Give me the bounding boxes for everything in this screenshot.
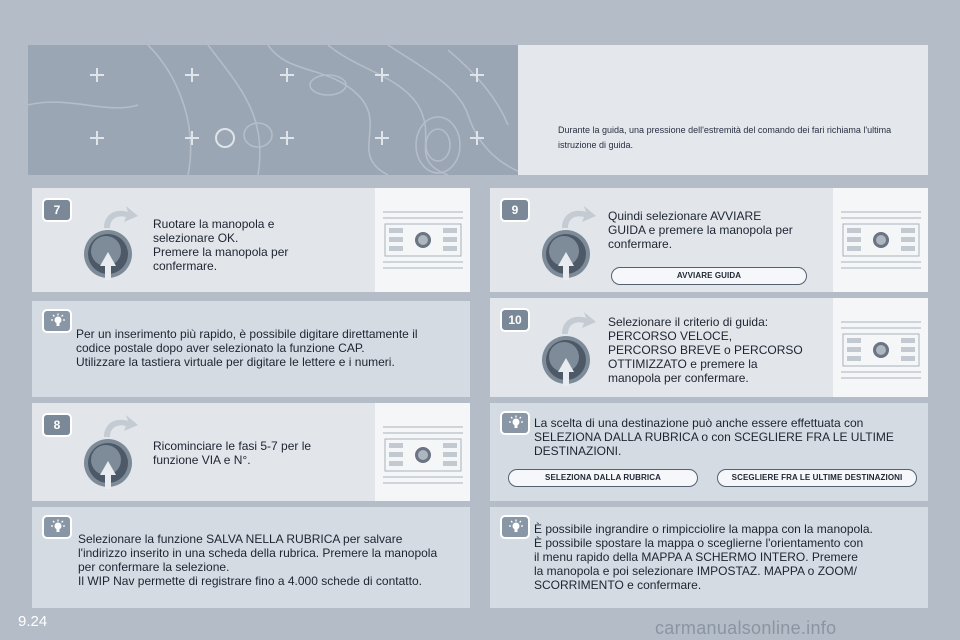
page-number: 9.24	[18, 613, 48, 630]
tip-3-card	[490, 403, 928, 501]
rotary-knob-icon	[534, 308, 604, 388]
tip-4-card	[490, 507, 928, 608]
tip-3-text: La scelta di una destinazione può anche essere effettuata con SELEZIONA DALLA RUBRICA o con SCEGLIERE FRA LE ULTIME DESTINAZIONI.	[534, 416, 894, 458]
step-number-badge: 9	[500, 198, 530, 222]
tip-2-card	[32, 507, 470, 608]
step-10-card	[490, 298, 928, 397]
step-number-badge: 8	[42, 413, 72, 437]
rotary-knob-icon	[534, 202, 604, 282]
step-number-badge: 10	[500, 308, 530, 332]
tip-1-text: Per un inserimento più rapido, è possibile digitare direttamente il codice postale dopo aver selezionato la funzione CAP. Utilizzare la tastiera virtuale per digitare le lettere e i numeri.	[76, 327, 418, 369]
radio-unit-icon	[375, 188, 470, 292]
step-9-text: Quindi selezionare AVVIARE GUIDA e premere la manopola per confermare.	[608, 209, 793, 251]
step-7-card	[32, 188, 470, 292]
tip-1-card	[32, 301, 470, 397]
rotary-knob-icon	[76, 411, 146, 491]
lightbulb-icon	[42, 515, 72, 539]
scegliere-ultime-destinazioni-button[interactable]: SCEGLIERE FRA LE ULTIME DESTINAZIONI	[717, 469, 917, 487]
lightbulb-icon	[42, 309, 72, 333]
step-9-card	[490, 188, 928, 292]
seleziona-dalla-rubrica-button[interactable]: SELEZIONA DALLA RUBRICA	[508, 469, 698, 487]
step-number-badge: 7	[42, 198, 72, 222]
step-7-text: Ruotare la manopola e selezionare OK. Premere la manopola per confermare.	[153, 217, 289, 273]
radio-unit-icon	[833, 298, 928, 397]
radio-unit-icon	[375, 403, 470, 501]
lightbulb-icon	[500, 411, 530, 435]
step-8-text: Ricominciare le fasi 5-7 per le funzione VIA e N°.	[153, 439, 312, 467]
rotary-knob-icon	[76, 202, 146, 282]
avviare-guida-button[interactable]: AVVIARE GUIDA	[611, 267, 807, 285]
tip-4-text: È possibile ingrandire o rimpicciolire la mappa con la manopola. È possibile spostare la mappa o sceglierne l'orientamento con il menu rapido della MAPPA A SCHERMO INTERO. Premere la manopola e poi selezionare IMPOSTAZ. MAPPA o ZOOM/ SCORRIMENTO e confermare.	[534, 522, 873, 592]
tip-2-text: Selezionare la funzione SALVA NELLA RUBRICA per salvare l'indirizzo inserito in una scheda della rubrica. Premere la manopola per confermare la selezione. Il WIP Nav permette di registrare fino a 4.000 schede di contatto.	[78, 532, 438, 588]
header-banner	[28, 45, 928, 175]
step-8-card	[32, 403, 470, 501]
watermark: carmanualsonline.info	[655, 618, 837, 638]
radio-unit-icon	[833, 188, 928, 292]
step-10-text: Selezionare il criterio di guida: PERCORSO VELOCE, PERCORSO BREVE o PERCORSO OTTIMIZZATO e premere la manopola per confermare.	[608, 315, 803, 385]
header-note: Durante la guida, una pressione dell'estremità del comando dei fari richiama l'ultima istruzione di guida.	[518, 45, 928, 175]
lightbulb-icon	[500, 515, 530, 539]
